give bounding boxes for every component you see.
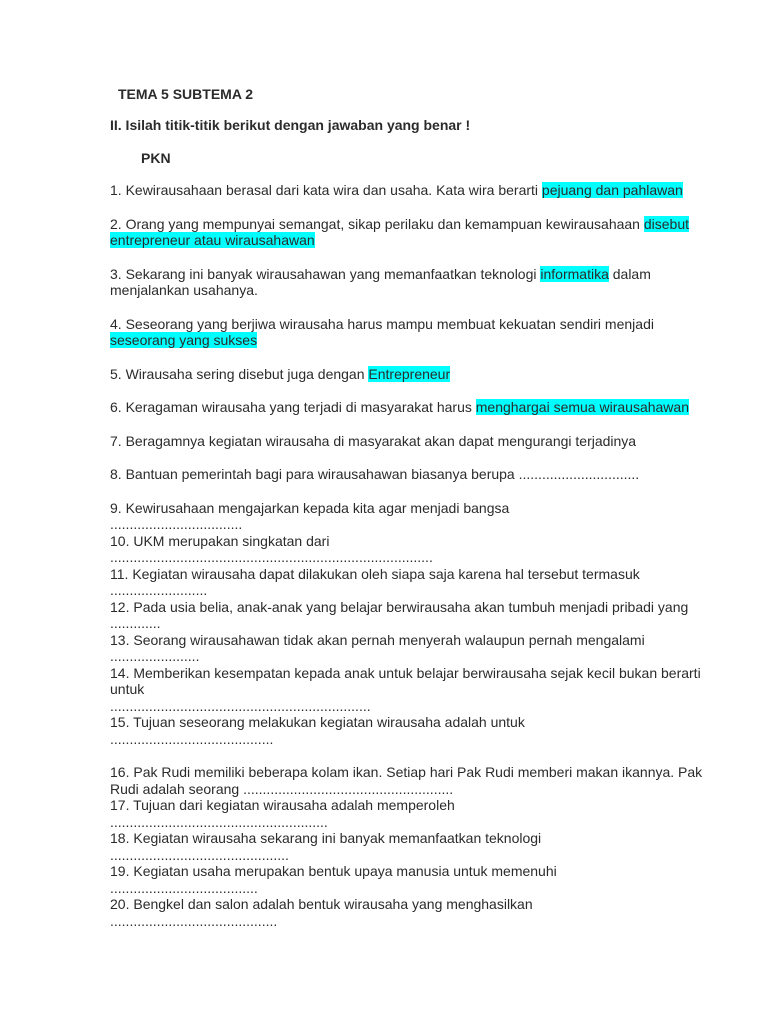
answer-blank: ...................................... — [110, 879, 258, 896]
question-text: 10. UKM merupakan singkatan dari — [110, 532, 330, 549]
answer-blank: .......................................... — [110, 730, 274, 747]
question-3 — [110, 266, 710, 299]
answer-highlight: Entrepreneur — [368, 365, 451, 382]
document-page — [110, 86, 710, 929]
question-text: 11. Kegiatan wirausaha dapat dilakukan oleh siapa saja karena hal tersebut termasuk — [110, 565, 640, 582]
question-6 — [110, 399, 710, 416]
question-text: 2. Orang yang mempunyai semangat, sikap perilaku dan kemampuan kewirausahaan — [110, 215, 644, 232]
question-text: 8. Bantuan pemerintah bagi para wirausahawan biasanya berupa ............................... — [110, 466, 640, 482]
question-text-end: dalam menjalankan usahanya. — [110, 265, 651, 298]
question-19 — [110, 863, 710, 896]
question-16 — [110, 764, 710, 797]
question-text: 7. Beragamnya kegiatan wirausaha di masyarakat akan dapat mengurangi terjadinya — [110, 432, 637, 449]
question-text: 20. Bengkel dan salon adalah bentuk wirausaha yang menghasilkan — [110, 896, 533, 912]
answer-blank: ........................................... — [110, 912, 278, 929]
answer-highlight: seseorang yang sukses — [110, 332, 258, 348]
question-15 — [110, 714, 710, 747]
question-8 — [110, 466, 710, 483]
answer-blank: ................................................................................... — [110, 549, 433, 565]
answer-highlight: informatika — [540, 265, 609, 282]
question-text: 3. Sekarang ini banyak wirausahawan yang memanfaatkan teknologi — [110, 265, 541, 282]
question-text: 5. Wirausaha sering disebut juga dengan — [110, 365, 369, 382]
question-10 — [110, 533, 710, 566]
question-17 — [110, 797, 710, 830]
question-5 — [110, 366, 710, 383]
question-9 — [110, 500, 710, 533]
question-text: 12. Pada usia belia, anak-anak yang belajar berwirausaha akan tumbuh menjadi pribadi yang ............. — [110, 598, 689, 631]
question-11 — [110, 566, 710, 599]
question-text: 18. Kegiatan wirausaha sekarang ini banyak memanfaatkan teknologi — [110, 830, 542, 846]
question-text: 6. Keragaman wirausaha yang terjadi di masyarakat harus — [110, 399, 476, 415]
question-text: 1. Kewirausahaan berasal dari kata wira dan usaha. Kata wira berarti — [110, 182, 542, 198]
question-14 — [110, 665, 710, 715]
answer-highlight: menghargai semua wirausahawan — [475, 399, 689, 415]
question-18 — [110, 830, 710, 863]
answer-blank: ................................................................... — [110, 697, 371, 714]
question-12 — [110, 599, 710, 632]
answer-blank: .................................. — [110, 516, 243, 532]
answer-blank: ......................... — [110, 582, 208, 598]
question-4 — [110, 316, 710, 349]
question-20 — [110, 896, 710, 929]
answer-highlight: disebut entrepreneur atau wirausahawan — [110, 215, 690, 248]
instruction-text: II. Isilah titik-titik berikut dengan jawaban yang benar ! — [110, 117, 471, 133]
question-1 — [110, 182, 710, 199]
answer-blank: ....................... — [110, 648, 200, 664]
question-text: 9. Kewirusahaan mengajarkan kepada kita agar menjadi bangsa — [110, 499, 510, 516]
question-text: 14. Memberikan kesempatan kepada anak untuk belajar berwirausaha sejak kecil bukan berarti untuk — [110, 664, 701, 697]
question-text: 15. Tujuan seseorang melakukan kegiatan wirausaha adalah untuk — [110, 714, 525, 730]
question-text: 4. Seseorang yang berjiwa wirausaha harus mampu membuat kekuatan sendiri menjadi — [110, 315, 654, 332]
question-7 — [110, 433, 710, 450]
subject-heading: PKN — [141, 150, 171, 166]
question-text: 16. Pak Rudi memiliki beberapa kolam ikan. Setiap hari Pak Rudi memberi makan ikannya. Pak Rudi adalah seorang ...................................................... — [110, 764, 703, 797]
question-2 — [110, 216, 710, 249]
answer-blank: ........................................................ — [110, 813, 328, 830]
answer-blank: .............................................. — [110, 846, 289, 863]
question-text: 17. Tujuan dari kegiatan wirausaha adalah memperoleh — [110, 797, 455, 813]
page-title: TEMA 5 SUBTEMA 2 — [118, 86, 254, 102]
question-text: 13. Seorang wirausahawan tidak akan pernah menyerah walaupun pernah mengalami — [110, 631, 645, 648]
question-text: 19. Kegiatan usaha merupakan bentuk upaya manusia untuk memenuhi — [110, 863, 557, 879]
answer-highlight: pejuang dan pahlawan — [541, 182, 683, 198]
question-13 — [110, 632, 710, 665]
